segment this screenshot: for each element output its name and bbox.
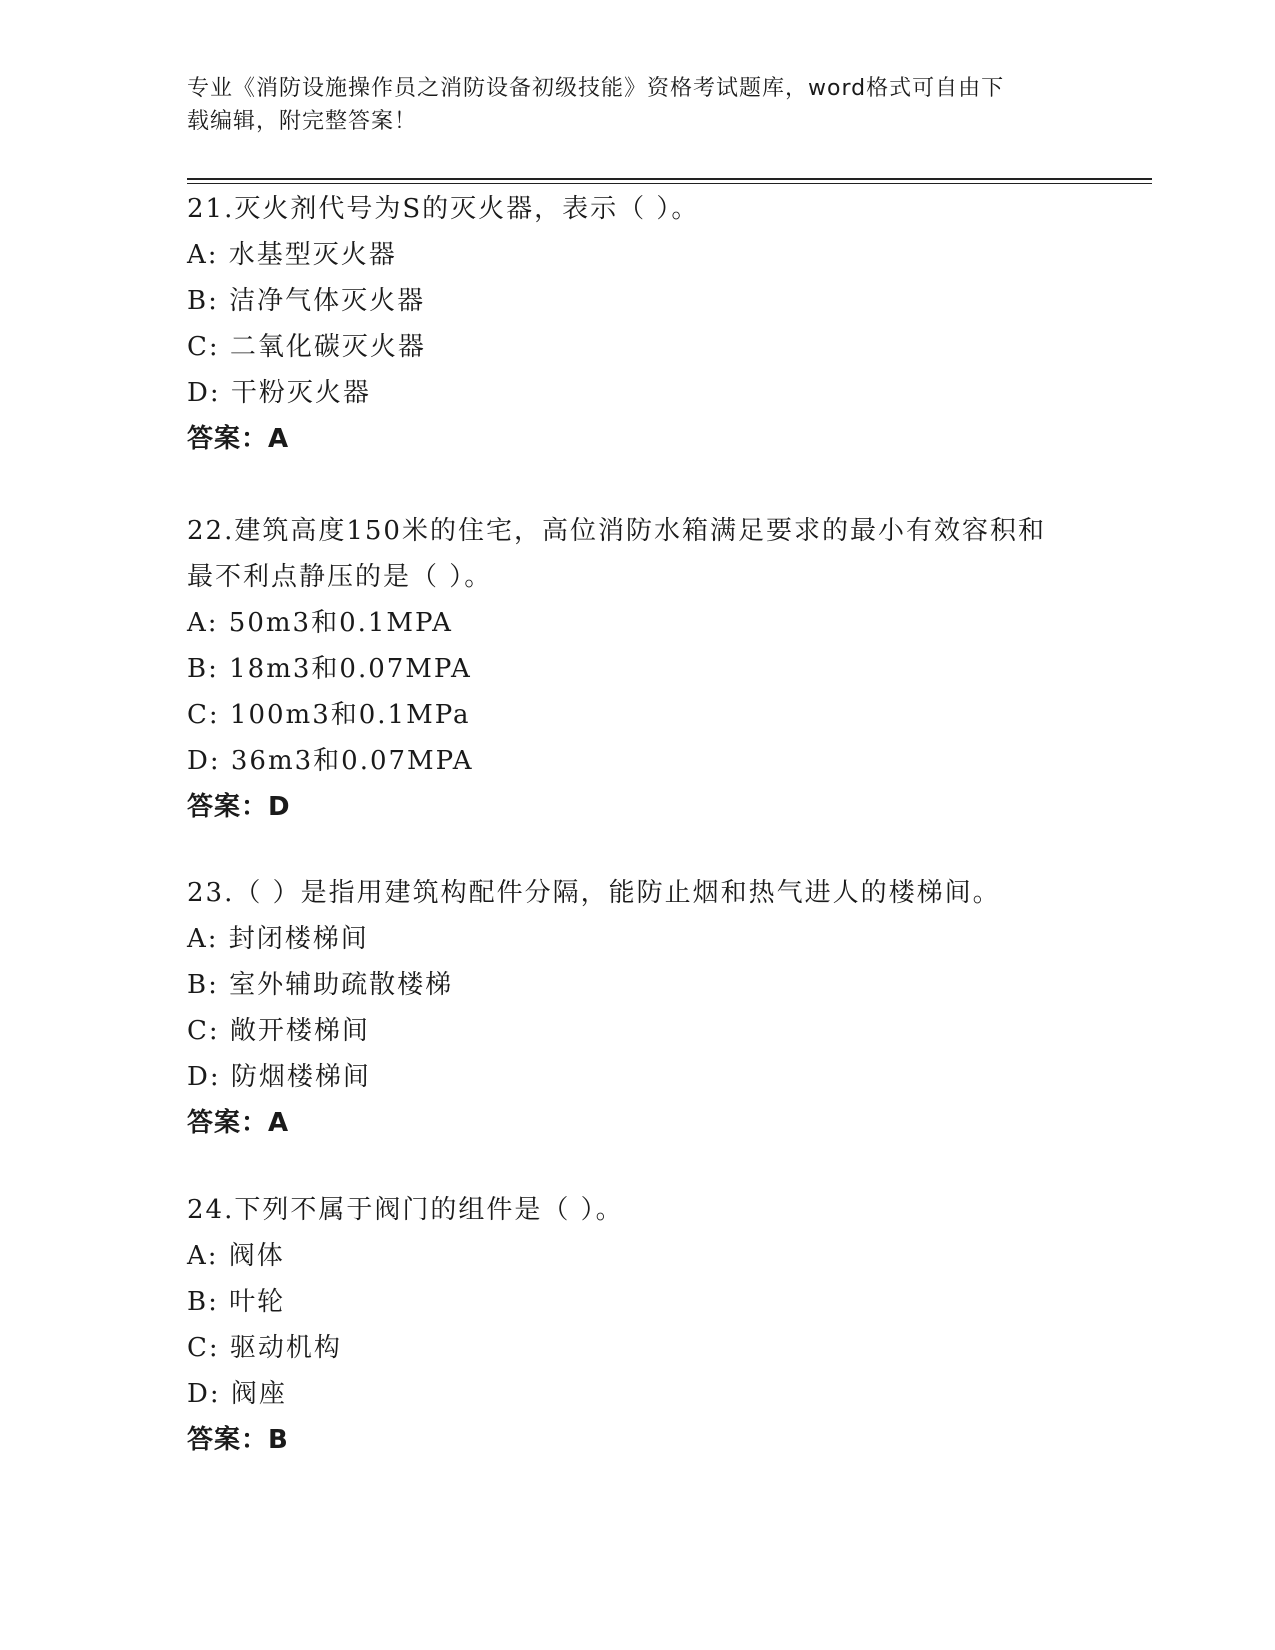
option-d: D: 防烟楼梯间	[187, 1062, 371, 1092]
answer: 答案：B	[187, 1425, 289, 1455]
question-stem-continued: 最不利点静压的是（ ）。	[187, 562, 493, 592]
option-a: A: 水基型灭火器	[187, 240, 397, 270]
option-c: C: 100m3和0.1MPa	[187, 700, 471, 730]
header-divider-thick	[187, 178, 1152, 180]
header-line-1: 专业《消防设施操作员之消防设备初级技能》资格考试题库，word格式可自由下	[187, 76, 1005, 101]
option-b: B: 18m3和0.07MPA	[187, 654, 472, 684]
header-divider-thin	[187, 183, 1152, 184]
question-stem: 24.下列不属于阀门的组件是（ ）。	[187, 1195, 624, 1225]
option-d: D: 干粉灭火器	[187, 378, 371, 408]
answer: 答案：A	[187, 424, 290, 454]
question-stem: 22.建筑高度150米的住宅，高位消防水箱满足要求的最小有效容积和	[187, 516, 1046, 546]
option-b: B: 室外辅助疏散楼梯	[187, 970, 454, 1000]
option-d: D: 36m3和0.07MPA	[187, 746, 474, 776]
answer: 答案：A	[187, 1108, 290, 1138]
answer: 答案：D	[187, 792, 291, 822]
question-23	[187, 870, 1087, 1146]
header-line-2: 载编辑，附完整答案！	[187, 109, 418, 134]
option-c: C: 驱动机构	[187, 1333, 342, 1363]
question-stem: 23.（ ）是指用建筑构配件分隔，能防止烟和热气进人的楼梯间。	[187, 878, 1001, 908]
option-c: C: 二氧化碳灭火器	[187, 332, 426, 362]
document-header	[187, 72, 1067, 138]
option-b: B: 叶轮	[187, 1287, 286, 1317]
question-22	[187, 508, 1087, 830]
option-a: A: 50m3和0.1MPA	[187, 608, 453, 638]
question-21	[187, 186, 1087, 462]
option-d: D: 阀座	[187, 1379, 287, 1409]
option-a: A: 阀体	[187, 1241, 285, 1271]
option-a: A: 封闭楼梯间	[187, 924, 369, 954]
question-24	[187, 1187, 1087, 1463]
option-b: B: 洁净气体灭火器	[187, 286, 426, 316]
question-stem: 21.灭火剂代号为S的灭火器，表示（ ）。	[187, 194, 700, 224]
option-c: C: 敞开楼梯间	[187, 1016, 370, 1046]
